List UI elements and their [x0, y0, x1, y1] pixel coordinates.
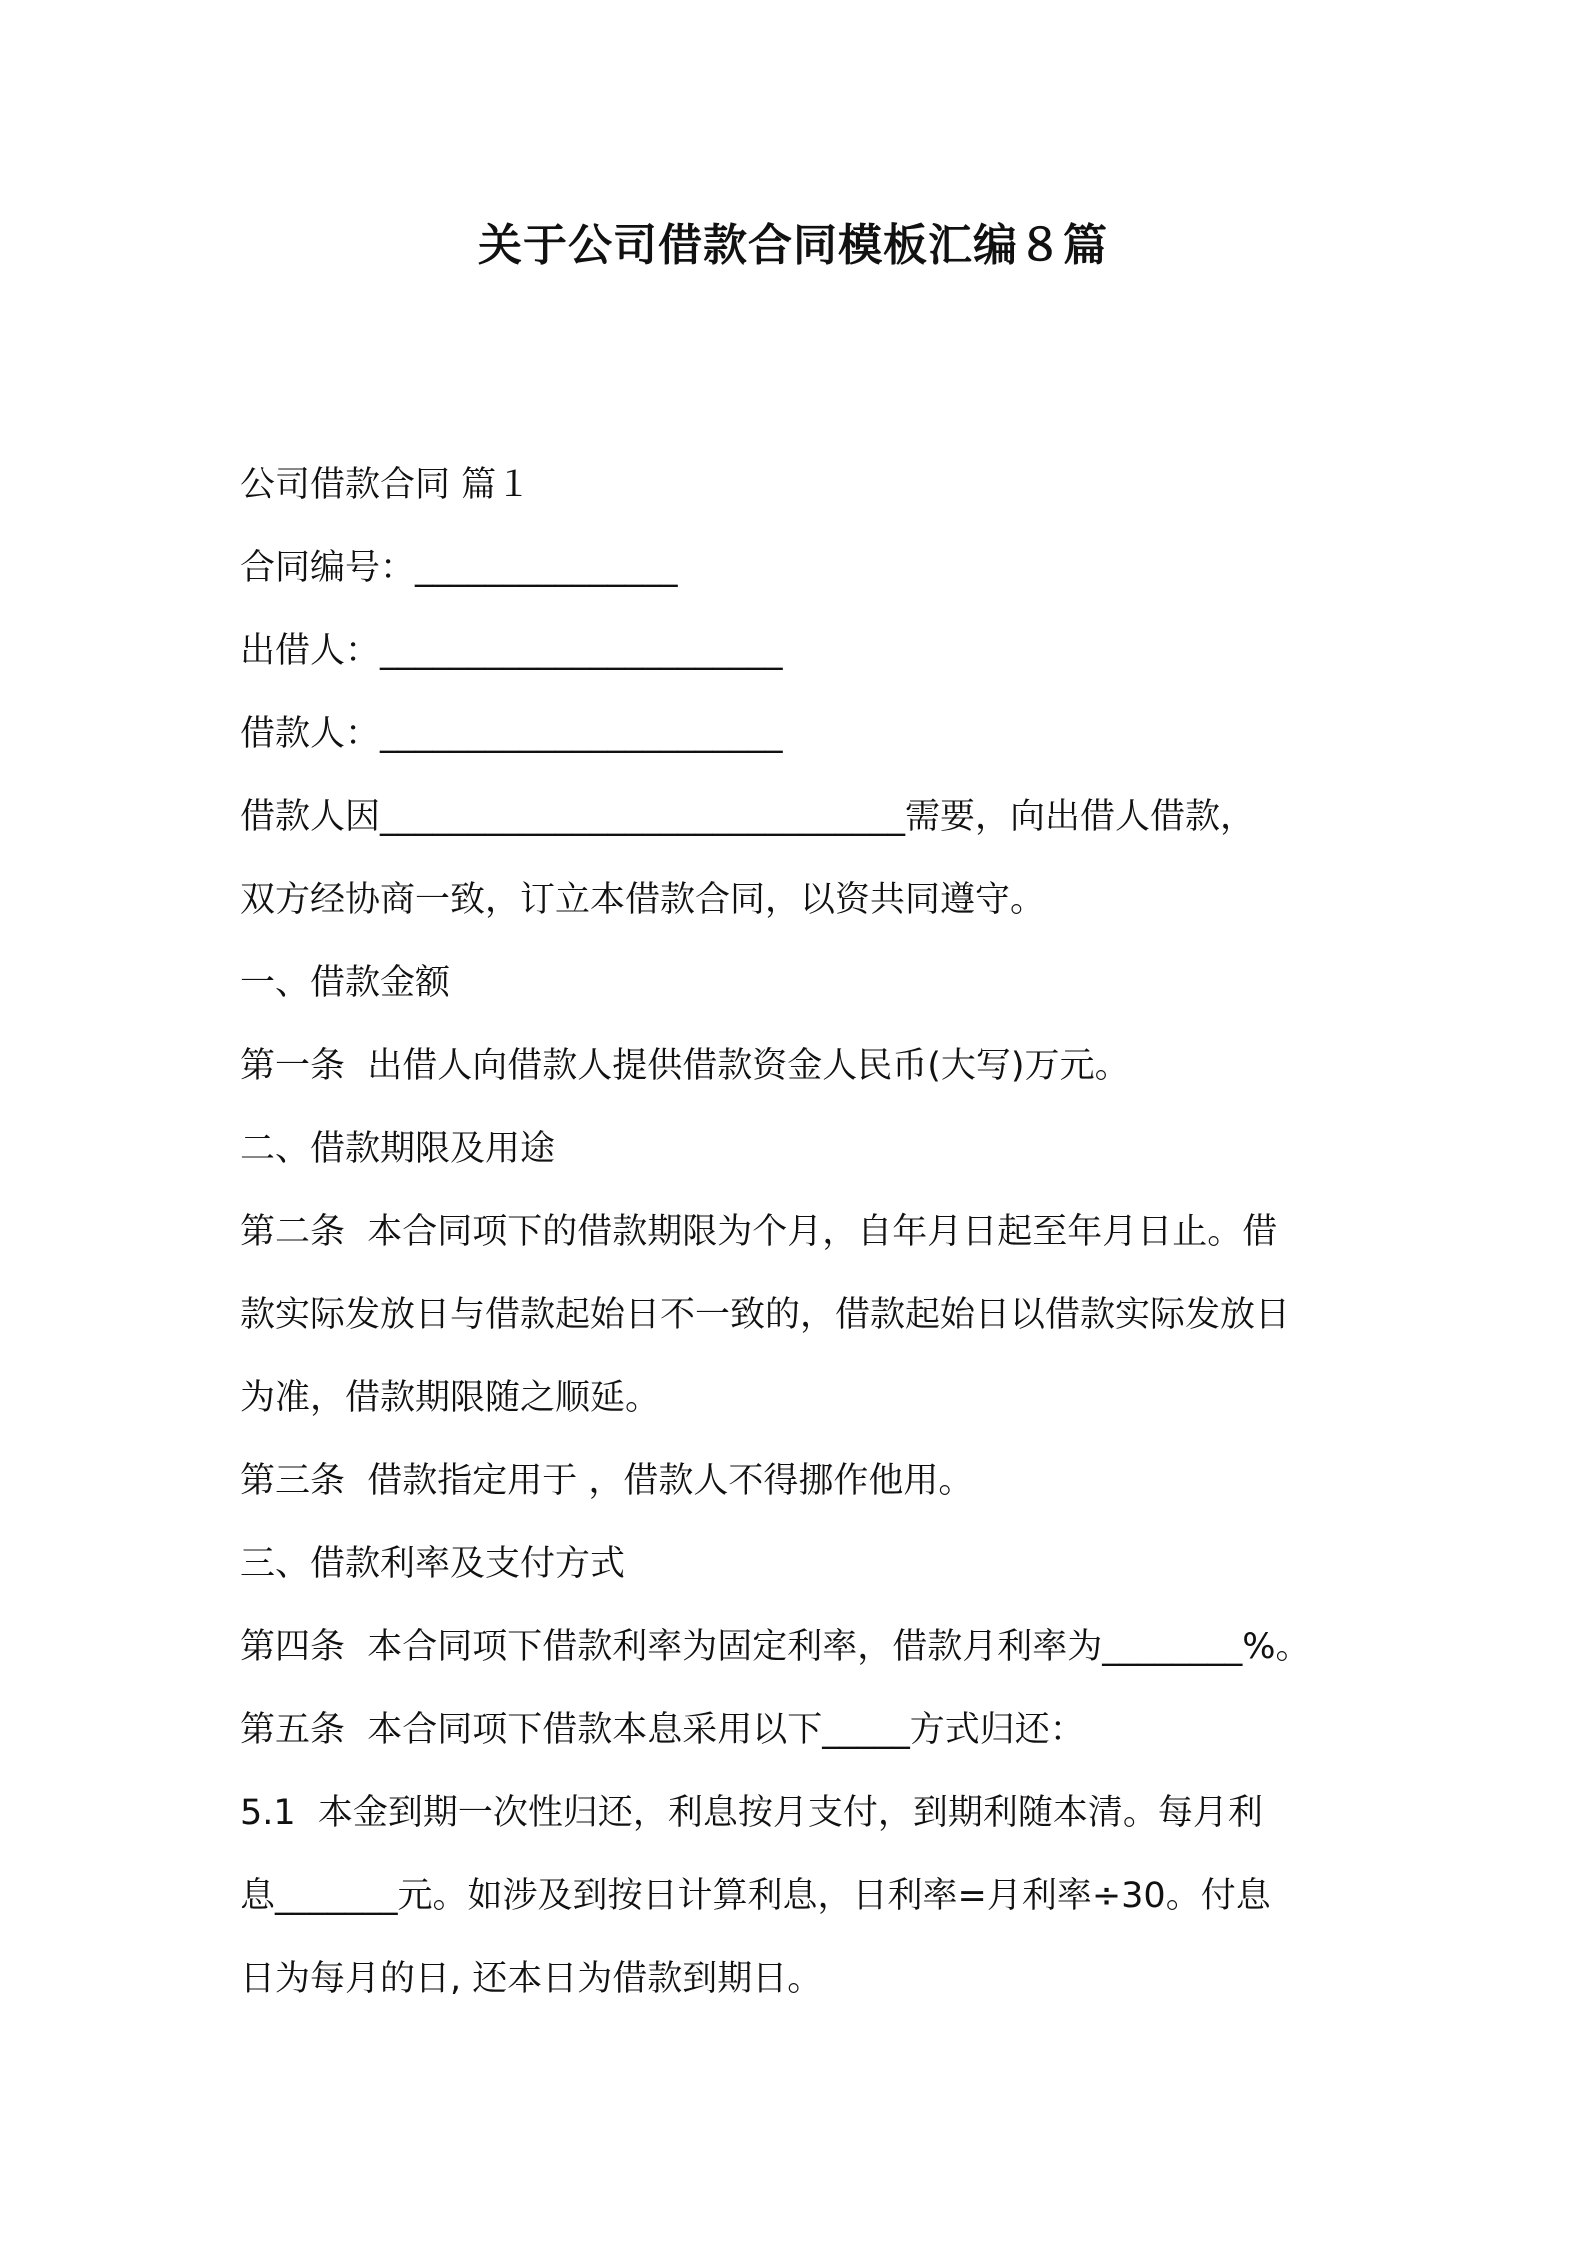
borrower-field: 借款人：_______________________: [240, 714, 783, 754]
contract-number-field: 合同编号：_______________: [240, 548, 678, 588]
section-heading: 一、借款金额: [240, 963, 451, 1003]
clause-paragraph: 为准，借款期限随之顺延。: [240, 1378, 661, 1418]
clause-paragraph: 第三条 借款指定用于 ，借款人不得挪作他用。: [240, 1461, 974, 1501]
clause-paragraph: 息_______元。如涉及到按日计算利息，日利率=月利率÷30。付息: [240, 1876, 1271, 1916]
lender-field: 出借人：_______________________: [240, 631, 783, 671]
clause-paragraph: 日为每月的日, 还本日为借款到期日。: [240, 1959, 823, 1999]
section-heading: 二、借款期限及用途: [240, 1129, 556, 1169]
clause-paragraph: 款实际发放日与借款起始日不一致的，借款起始日以借款实际发放日: [240, 1295, 1291, 1335]
clause-paragraph: 5.1 本金到期一次性归还，利息按月支付，到期利随本清。每月利: [240, 1793, 1263, 1833]
document-title: 关于公司借款合同模板汇编８篇: [478, 220, 1108, 271]
clause-paragraph: 第二条 本合同项下的借款期限为个月，自年月日起至年月日止。借: [240, 1212, 1278, 1252]
clause-paragraph: 第一条 出借人向借款人提供借款资金人民币(大写)万元。: [240, 1046, 1130, 1086]
clause-paragraph: 第五条 本合同项下借款本息采用以下_____方式归还：: [240, 1710, 1085, 1750]
body-paragraph: 借款人因______________________________需要，向出借人借款，: [240, 797, 1256, 837]
document-body: [240, 444, 1370, 2021]
section-heading: 三、借款利率及支付方式: [240, 1544, 626, 1584]
clause-paragraph: 第四条 本合同项下借款利率为固定利率，借款月利率为________%。: [240, 1627, 1311, 1667]
body-paragraph: 双方经协商一致，订立本借款合同，以资共同遵守。: [240, 880, 1046, 920]
section-heading: 公司借款合同 篇１: [240, 465, 532, 505]
